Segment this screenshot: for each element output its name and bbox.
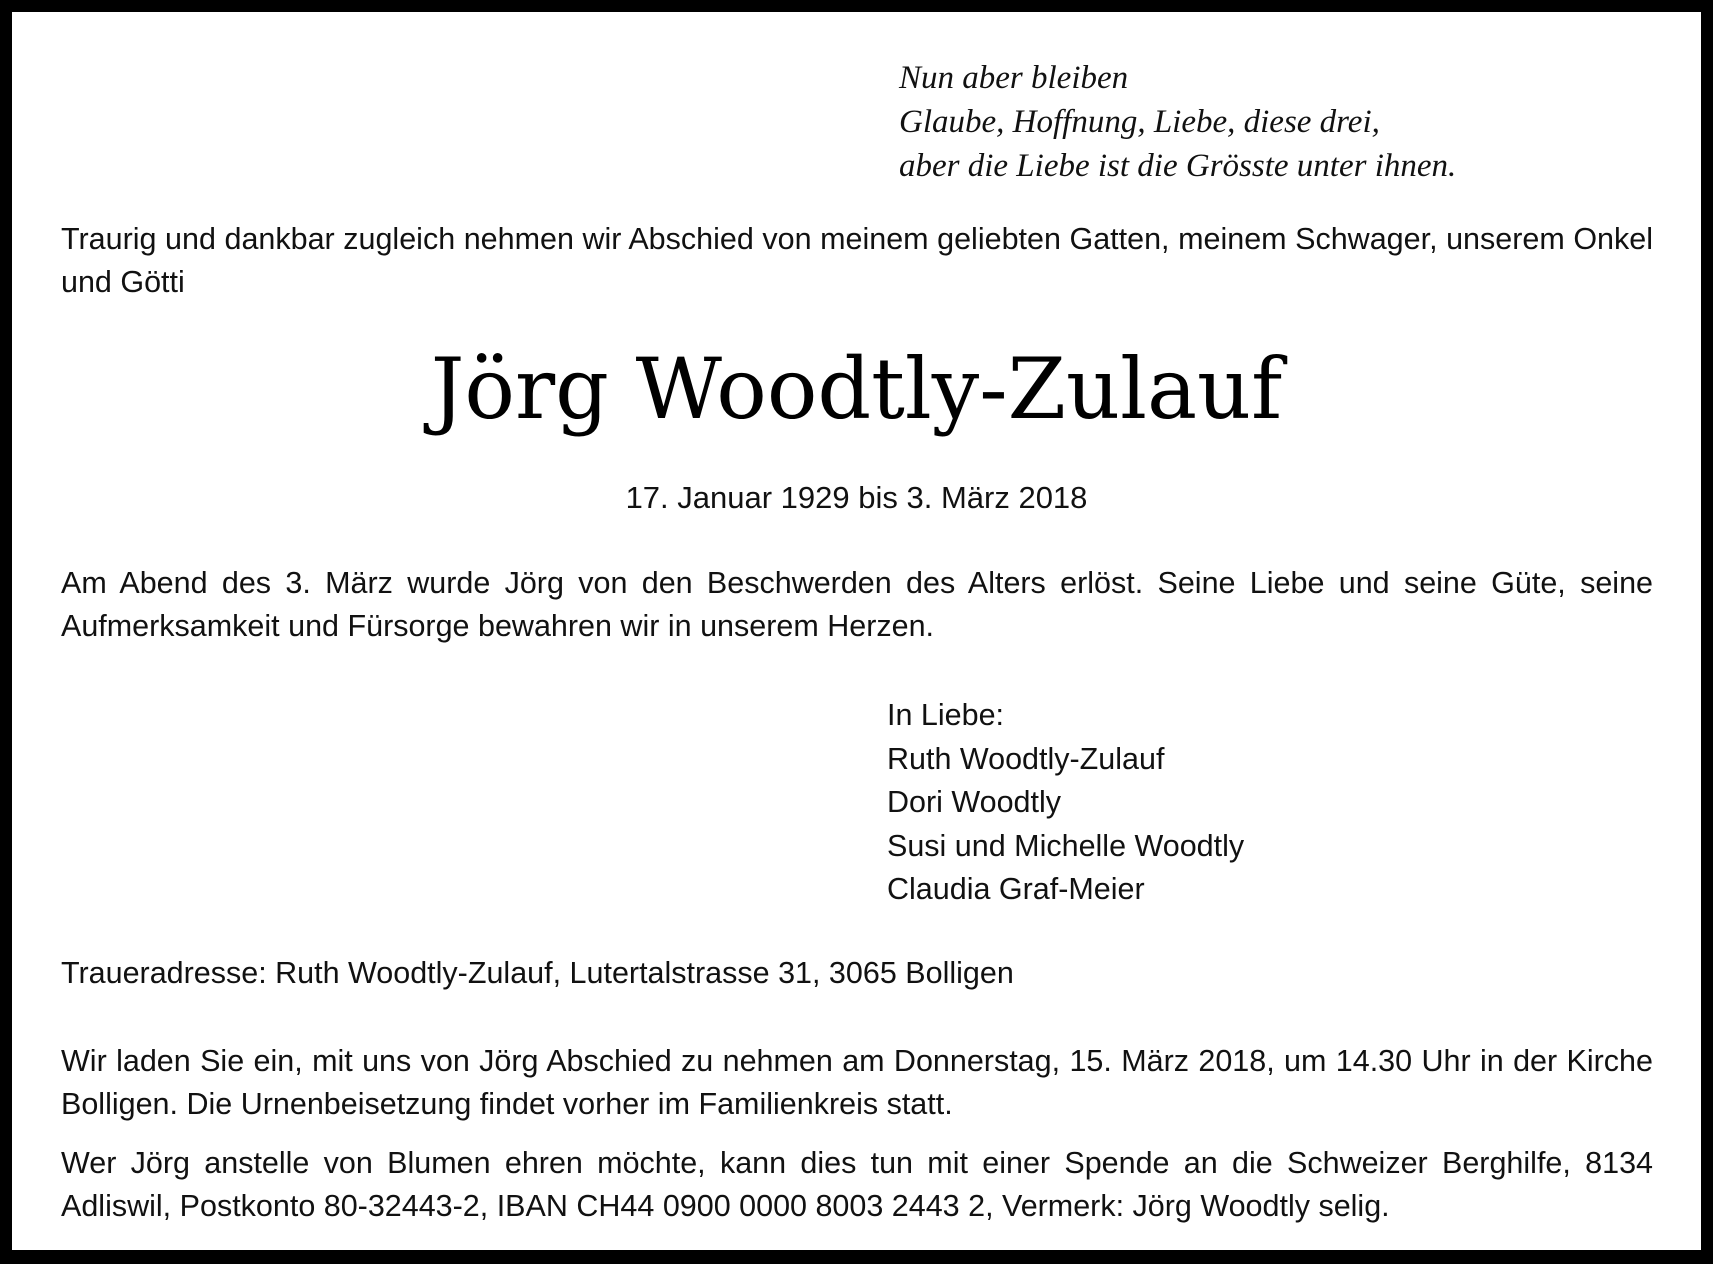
mourner-name: Dori Woodtly	[887, 785, 1062, 819]
verse-line: aber die Liebe ist die Grösste unter ihnen.	[899, 148, 1457, 184]
mourners-heading: In Liebe:	[887, 698, 1005, 732]
bible-verse	[899, 56, 1619, 188]
verse-line: Glaube, Hoffnung, Liebe, diese drei,	[899, 104, 1380, 140]
mourner-name: Claudia Graf-Meier	[887, 872, 1145, 906]
deceased-name: Jörg Woodtly-Zulauf	[430, 340, 1283, 438]
life-dates: 17. Januar 1929 bis 3. März 2018	[625, 480, 1088, 515]
intro-paragraph: Traurig und dankbar zugleich nehmen wir Abschied von meinem geliebten Gatten, meinem Schwager, unserem Onkel und Götti	[61, 222, 1653, 299]
mourner-name: Susi und Michelle Woodtly	[887, 828, 1245, 863]
mourner-name: Ruth Woodtly-Zulauf	[887, 741, 1165, 776]
relief-paragraph: Am Abend des 3. März wurde Jörg von den Beschwerden des Alters erlöst. Seine Liebe und seine Güte, seine Aufmerksamkeit und Fürsorge bewahren wir in unserem Herzen.	[61, 566, 1653, 643]
verse-line: Nun aber bleiben	[899, 60, 1129, 96]
funeral-invitation: Wir laden Sie ein, mit uns von Jörg Abschied zu nehmen am Donnerstag, 15. März 2018, um 14.30 Uhr in der Kirche Bolligen. Die Urnenbeisetzung findet vorher im Familienkreis statt.	[61, 1044, 1653, 1121]
mourners-list	[887, 694, 1244, 912]
donation-note: Wer Jörg anstelle von Blumen ehren möchte, kann dies tun mit einer Spende an die Schweizer Berghilfe, 8134 Adliswil, Postkonto 80-32443-2, IBAN CH44 0900 0000 8003 2443 2, Vermerk: Jörg Woodtly selig.	[61, 1146, 1653, 1223]
mourning-address: Traueradresse: Ruth Woodtly-Zulauf, Lutertalstrasse 31, 3065 Bolligen	[61, 956, 1014, 990]
